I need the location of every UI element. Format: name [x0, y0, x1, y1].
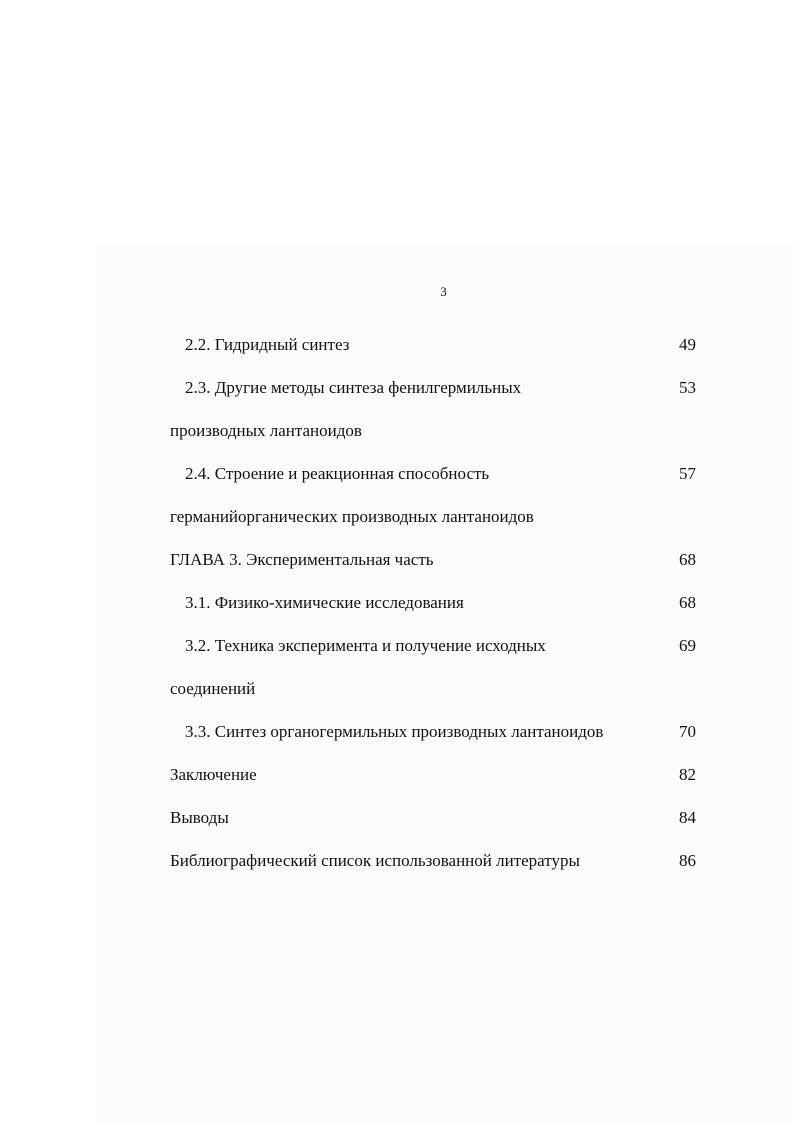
toc-entry: [170, 376, 696, 419]
toc-entry-text: 3.3. Синтез органогермильных производных лантаноидов: [185, 722, 604, 741]
toc-entry-page: 69: [679, 636, 696, 655]
toc-entry-page: 82: [679, 765, 696, 784]
toc-entry-page: 68: [679, 550, 696, 569]
toc-entry-page: 53: [679, 378, 696, 397]
toc-entry-text: Заключение: [170, 765, 257, 784]
toc-entry-text: 2.4. Строение и реакционная способность: [185, 464, 490, 483]
toc-entry-page: 57: [679, 464, 696, 483]
toc-entry: [170, 333, 696, 376]
toc-chapter-heading: [170, 548, 696, 591]
toc-entry-text: 2.2. Гидридный синтез: [185, 335, 350, 354]
toc-entry-text: 3.2. Техника эксперимента и получение исходных: [185, 636, 546, 655]
toc-entry-continuation: [170, 505, 696, 548]
toc-entry-text: соединений: [170, 679, 256, 698]
toc-entry: [170, 634, 696, 677]
toc-entry-page: 70: [679, 722, 696, 741]
toc-entry-text: Выводы: [170, 808, 229, 827]
toc-entry-text: ГЛАВА 3. Экспериментальная часть: [170, 550, 434, 569]
toc-entry-text: производных лантаноидов: [170, 421, 362, 440]
toc-entry: [170, 763, 696, 806]
toc-entry-page: 84: [679, 808, 696, 827]
toc-entry-text: 3.1. Физико-химические исследования: [185, 593, 464, 612]
toc-entry-continuation: [170, 677, 696, 720]
toc-entry-text: 2.3. Другие методы синтеза фенилгермильных: [185, 378, 522, 397]
toc-entry-text: Библиографический список использованной литературы: [170, 851, 580, 870]
toc-entry: [170, 462, 696, 505]
toc-entry: [170, 720, 696, 763]
toc-entry: [170, 591, 696, 634]
table-of-contents: [170, 333, 696, 892]
toc-entry-text: германийорганических производных лантаноидов: [170, 507, 534, 526]
page-number: 3: [440, 284, 447, 299]
toc-entry-continuation: [170, 419, 696, 462]
toc-entry-page: 49: [679, 335, 696, 354]
toc-entry: [170, 849, 696, 892]
toc-entry: [170, 806, 696, 849]
toc-entry-page: 86: [679, 851, 696, 870]
toc-entry-page: 68: [679, 593, 696, 612]
